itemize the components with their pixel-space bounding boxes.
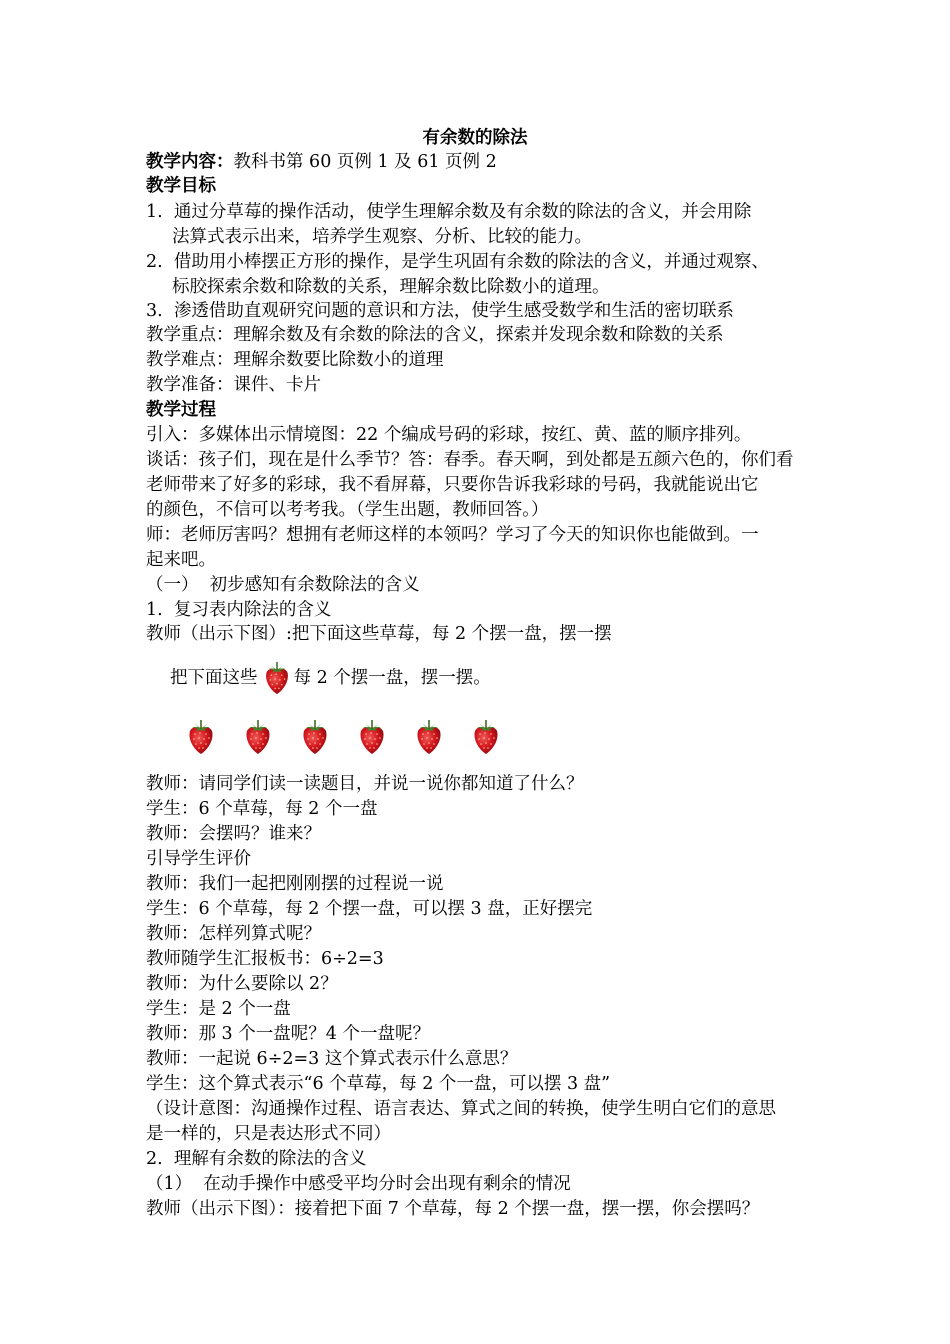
- show-figure-2: 教师（出示下图）：接着把下面 7 个草莓，每 2 个摆一盘，摆一摆，你会摆吗？: [146, 1199, 760, 1219]
- intro-text: 引入：多媒体出示情境图：22 个编成号码的彩球，按红、黄、蓝的顺序排列。: [146, 425, 752, 445]
- dialog-2: 学生：6 个草莓，每 2 个一盘: [146, 799, 378, 819]
- design-intent-line-2: 是一样的，只是表达形式不同）: [146, 1124, 391, 1144]
- dialog-1: 教师：请同学们读一读题目，并说一说你都知道了什么？: [146, 774, 584, 794]
- strawberry-icon: [243, 718, 273, 756]
- talk-line-3: 的颜色，不信可以考考我。（学生出题，教师回答。）: [146, 500, 549, 520]
- objective-1-line-2: 法算式表示出来，培养学生观察、分析、比较的能力。: [172, 227, 592, 247]
- dialog-3: 教师：会摆吗？谁来？: [146, 824, 321, 844]
- design-intent-line-1: （设计意图：沟通操作过程、语言表达、算式之间的转换，使学生明白它们的意思: [146, 1099, 776, 1119]
- dialog-5: 教师：我们一起把刚刚摆的过程说一说: [146, 874, 444, 894]
- objectives-heading: 教学目标: [146, 176, 216, 196]
- strawberry-icon: [262, 660, 292, 696]
- strawberry-icon: [300, 718, 330, 756]
- dialog-13: 学生：这个算式表示“6 个草莓，每 2 个一盘，可以摆 3 盘”: [146, 1074, 611, 1094]
- objective-1-line-1: 1. 通过分草莓的操作活动，使学生理解余数及有余数的除法的含义，并会用除: [146, 202, 752, 222]
- teaching-content: [146, 150, 497, 174]
- talk-line-1: 谈话：孩子们，现在是什么季节？答：春季。春天啊，到处都是五颜六色的，你们看: [146, 450, 794, 470]
- figure-caption-suffix: 每 2 个摆一盘，摆一摆。: [293, 668, 491, 688]
- objective-2-line-2: 标胶探索余数和除数的关系，理解余数比除数小的道理。: [172, 277, 610, 297]
- subsection-1-heading: 1. 复习表内除法的含义: [146, 600, 332, 620]
- process-heading: 教学过程: [146, 400, 216, 420]
- strawberry-row: [186, 718, 506, 758]
- subsection-2-heading: 2. 理解有余数的除法的含义: [146, 1149, 367, 1169]
- show-figure-1: 教师（出示下图）:把下面这些草莓，每 2 个摆一盘，摆一摆: [146, 624, 612, 644]
- dialog-11: 教师：那 3 个一盘呢？4 个一盘呢？: [146, 1024, 430, 1044]
- strawberry-icon: [414, 718, 444, 756]
- teacher-line-1: 师：老师厉害吗？想拥有老师这样的本领吗？学习了今天的知识你也能做到。一: [146, 525, 759, 545]
- dialog-8: 教师随学生汇报板书：6÷2=3: [146, 949, 384, 969]
- talk-line-2: 老师带来了好多的彩球，我不看屏幕，只要你告诉我彩球的号码，我就能说出它: [146, 475, 759, 495]
- dialog-10: 学生：是 2 个一盘: [146, 999, 291, 1019]
- teaching-content-text: 教科书第 60 页例 1 及 61 页例 2: [233, 152, 497, 172]
- dialog-4: 引导学生评价: [146, 849, 251, 869]
- teaching-content-label: 教学内容：: [146, 152, 234, 172]
- teacher-line-2: 起来吧。: [146, 550, 216, 570]
- preparation: 教学准备：课件、卡片: [146, 375, 321, 395]
- key-point: 教学重点：理解余数及有余数的除法的含义，探索并发现余数和除数的关系: [146, 325, 724, 345]
- document-title: 有余数的除法: [422, 128, 528, 148]
- strawberry-icon: [186, 718, 216, 756]
- difficulty: 教学难点：理解余数要比除数小的道理: [146, 350, 444, 370]
- figure-caption: [170, 660, 491, 696]
- dialog-12: 教师：一起说 6÷2=3 这个算式表示什么意思？: [146, 1049, 518, 1069]
- strawberry-icon: [357, 718, 387, 756]
- dialog-6: 学生：6 个草莓，每 2 个摆一盘，可以摆 3 盘，正好摆完: [146, 899, 593, 919]
- subsection-2-1-heading: （1） 在动手操作中感受平均分时会出现有剩余的情况: [146, 1174, 571, 1194]
- figure-caption-prefix: 把下面这些: [170, 668, 258, 688]
- strawberry-icon: [471, 718, 501, 756]
- objective-3: 3. 渗透借助直观研究问题的意识和方法，使学生感受数学和生活的密切联系: [146, 301, 734, 321]
- section-1-heading: （一） 初步感知有余数除法的含义: [146, 575, 420, 595]
- dialog-7: 教师：怎样列算式呢？: [146, 924, 321, 944]
- objective-2-line-1: 2. 借助用小棒摆正方形的操作，是学生巩固有余数的除法的含义，并通过观察、: [146, 252, 769, 272]
- dialog-9: 教师：为什么要除以 2？: [146, 974, 338, 994]
